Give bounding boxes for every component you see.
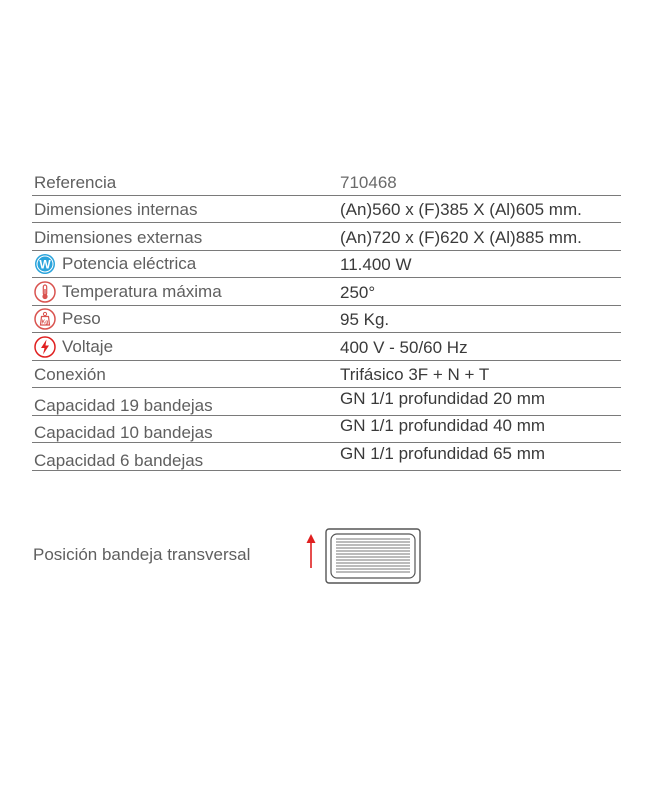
spec-row-dimensiones-internas <box>32 196 621 224</box>
spec-row-temperatura <box>32 278 621 306</box>
spec-value: GN 1/1 profundidad 40 mm <box>340 416 546 435</box>
tray-position-label: Posición bandeja transversal <box>33 545 251 564</box>
spec-row-potencia <box>32 251 621 279</box>
gn-tray-icon <box>325 528 421 584</box>
spec-label: Dimensiones externas <box>34 227 203 247</box>
spec-value: 400 V - 50/60 Hz <box>340 337 468 357</box>
spec-row-dimensiones-externas <box>32 223 621 251</box>
spec-table <box>32 168 621 471</box>
spec-label: Conexión <box>34 365 106 384</box>
spec-row-voltaje <box>32 333 621 361</box>
spec-value: 95 Kg. <box>340 310 390 329</box>
spec-label: Capacidad 19 bandejas <box>34 395 213 415</box>
spec-row-capacidad-10 <box>32 416 621 444</box>
spec-value: 11.400 W <box>340 255 412 274</box>
spec-value: 250° <box>340 282 376 302</box>
spec-value: Trifásico 3F + N + T <box>340 365 490 384</box>
spec-value: GN 1/1 profundidad 65 mm <box>340 443 546 463</box>
spec-row-capacidad-6 <box>32 443 621 471</box>
spec-label: Potencia eléctrica <box>62 254 197 273</box>
spec-label: Temperatura máxima <box>62 281 222 301</box>
spec-row-conexion <box>32 361 621 389</box>
spec-label: Dimensiones internas <box>34 200 198 219</box>
spec-value: (An)560 x (F)385 X (Al)605 mm. <box>340 200 582 219</box>
spec-label: Capacidad 10 bandejas <box>34 423 213 442</box>
weight-icon <box>34 308 56 330</box>
lightning-icon <box>34 336 56 358</box>
spec-label: Capacidad 6 bandejas <box>34 450 204 470</box>
power-w-icon <box>34 253 56 275</box>
spec-label: Voltaje <box>62 336 114 356</box>
spec-value: 710468 <box>340 172 397 192</box>
spec-row-capacidad-19 <box>32 388 621 416</box>
svg-text:W: W <box>39 257 51 272</box>
spec-value: (An)720 x (F)620 X (Al)885 mm. <box>340 227 582 247</box>
spec-label: Referencia <box>34 172 117 192</box>
thermometer-icon <box>34 281 56 303</box>
spec-label: Peso <box>62 309 101 328</box>
svg-text:Kg: Kg <box>41 319 49 326</box>
spec-row-peso <box>32 306 621 334</box>
spec-value: GN 1/1 profundidad 20 mm <box>340 388 546 408</box>
spec-row-referencia <box>32 168 621 196</box>
up-arrow-icon <box>305 533 317 569</box>
